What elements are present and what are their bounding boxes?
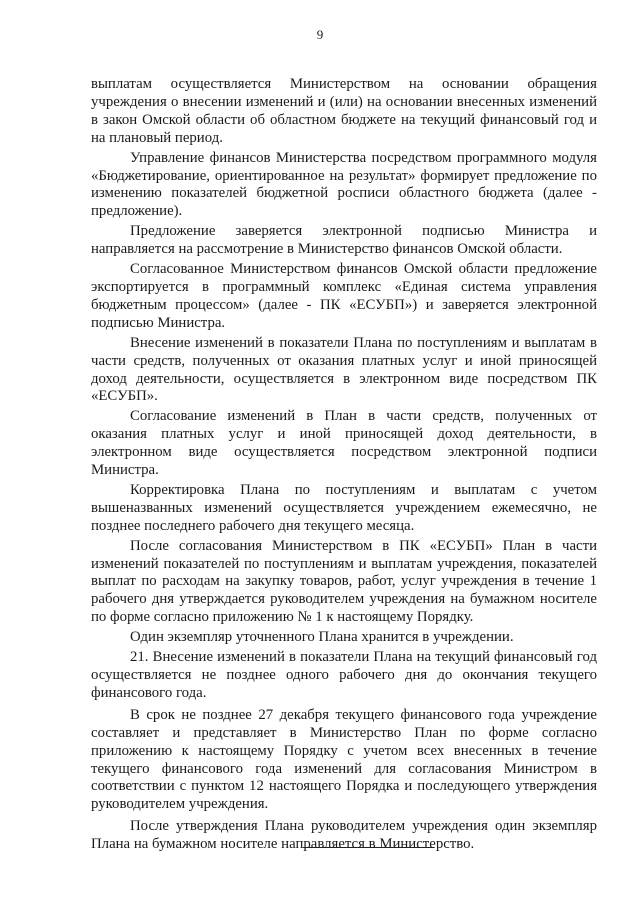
paragraph-clause-21: 21. Внесение изменений в показатели Плана на текущий финансовый год осуществляется не позднее одного рабочего дня до окончания текущего финансового года. [91,649,597,701]
end-of-text-rule [303,847,434,848]
paragraph-final-submission: После утверждения Плана руководителем учреждения один экземпляр Плана на бумажном носителе направляется в Министерство. [91,818,597,853]
paragraph-plan-copy: Один экземпляр уточненного Плана хранится в учреждении. [130,629,514,646]
paragraph-plan-approval: После согласования Министерством в ПК «ЕСУБП» План в части изменений показателей по поступлениям и выплатам учреждения, показателей выплат по расходам на закупку товаров, работ, услуг учреждения в течение 1 рабочего дня утверждается руководителем учреждения на бумажном носителе по форме согласно приложению № 1 к настоящему Порядку. [91,537,597,626]
paragraph-continuation: выплатам осуществляется Министерством на основании обращения учреждения о внесении изменений и (или) на основании внесенных изменений в закон Омской области об областном бюджете на текущий финансовый год и на плановый период. [91,76,597,146]
paragraph-paid-services-changes: Внесение изменений в показатели Плана по поступлениям и выплатам в части средств, полученных от оказания платных услуг и иной приносящей доход деятельности, осуществляется в электронном виде посредством ПК «ЕСУБП». [91,334,597,405]
paragraph-december-deadline: В срок не позднее 27 декабря текущего финансового года учреждение составляет и представляет в Министерство План по форме согласно приложению к настоящему Порядку с учетом всех внесенных в течение текущего финансового года изменений для согласования Министром в соответствии с пунктом 12 настоящего Порядка и последующего утверждения руководителем учреждения. [91,706,597,813]
paragraph-finance-management: Управление финансов Министерства посредством программного модуля «Бюджетирование, ориентированное на результат» формирует предложение по изменению показателей бюджетной росписи областного бюджета (далее - предложение). [91,149,597,220]
page-number: 9 [316,27,324,42]
paragraph-proposal-export: Согласованное Министерством финансов Омской области предложение экспортируется в программный комплекс «Единая система управления бюджетным процессом» (далее - ПК «ЕСУБП») и заверяется электронной подписью Министра. [91,261,597,331]
document-body [91,76,597,854]
paragraph-changes-approval: Согласование изменений в План в части средств, полученных от оказания платных услуг и иной приносящей доход деятельности, в электронном виде осуществляется посредством электронной подписи Министра. [91,408,597,479]
paragraph-proposal-signature: Предложение заверяется электронной подписью Министра и направляется на рассмотрение в Министерство финансов Омской области. [91,223,597,258]
paragraph-plan-adjustment: Корректировка Плана по поступлениям и выплатам с учетом вышеназванных изменений осуществляется учреждением ежемесячно, не позднее последнего рабочего дня текущего месяца. [91,481,597,534]
